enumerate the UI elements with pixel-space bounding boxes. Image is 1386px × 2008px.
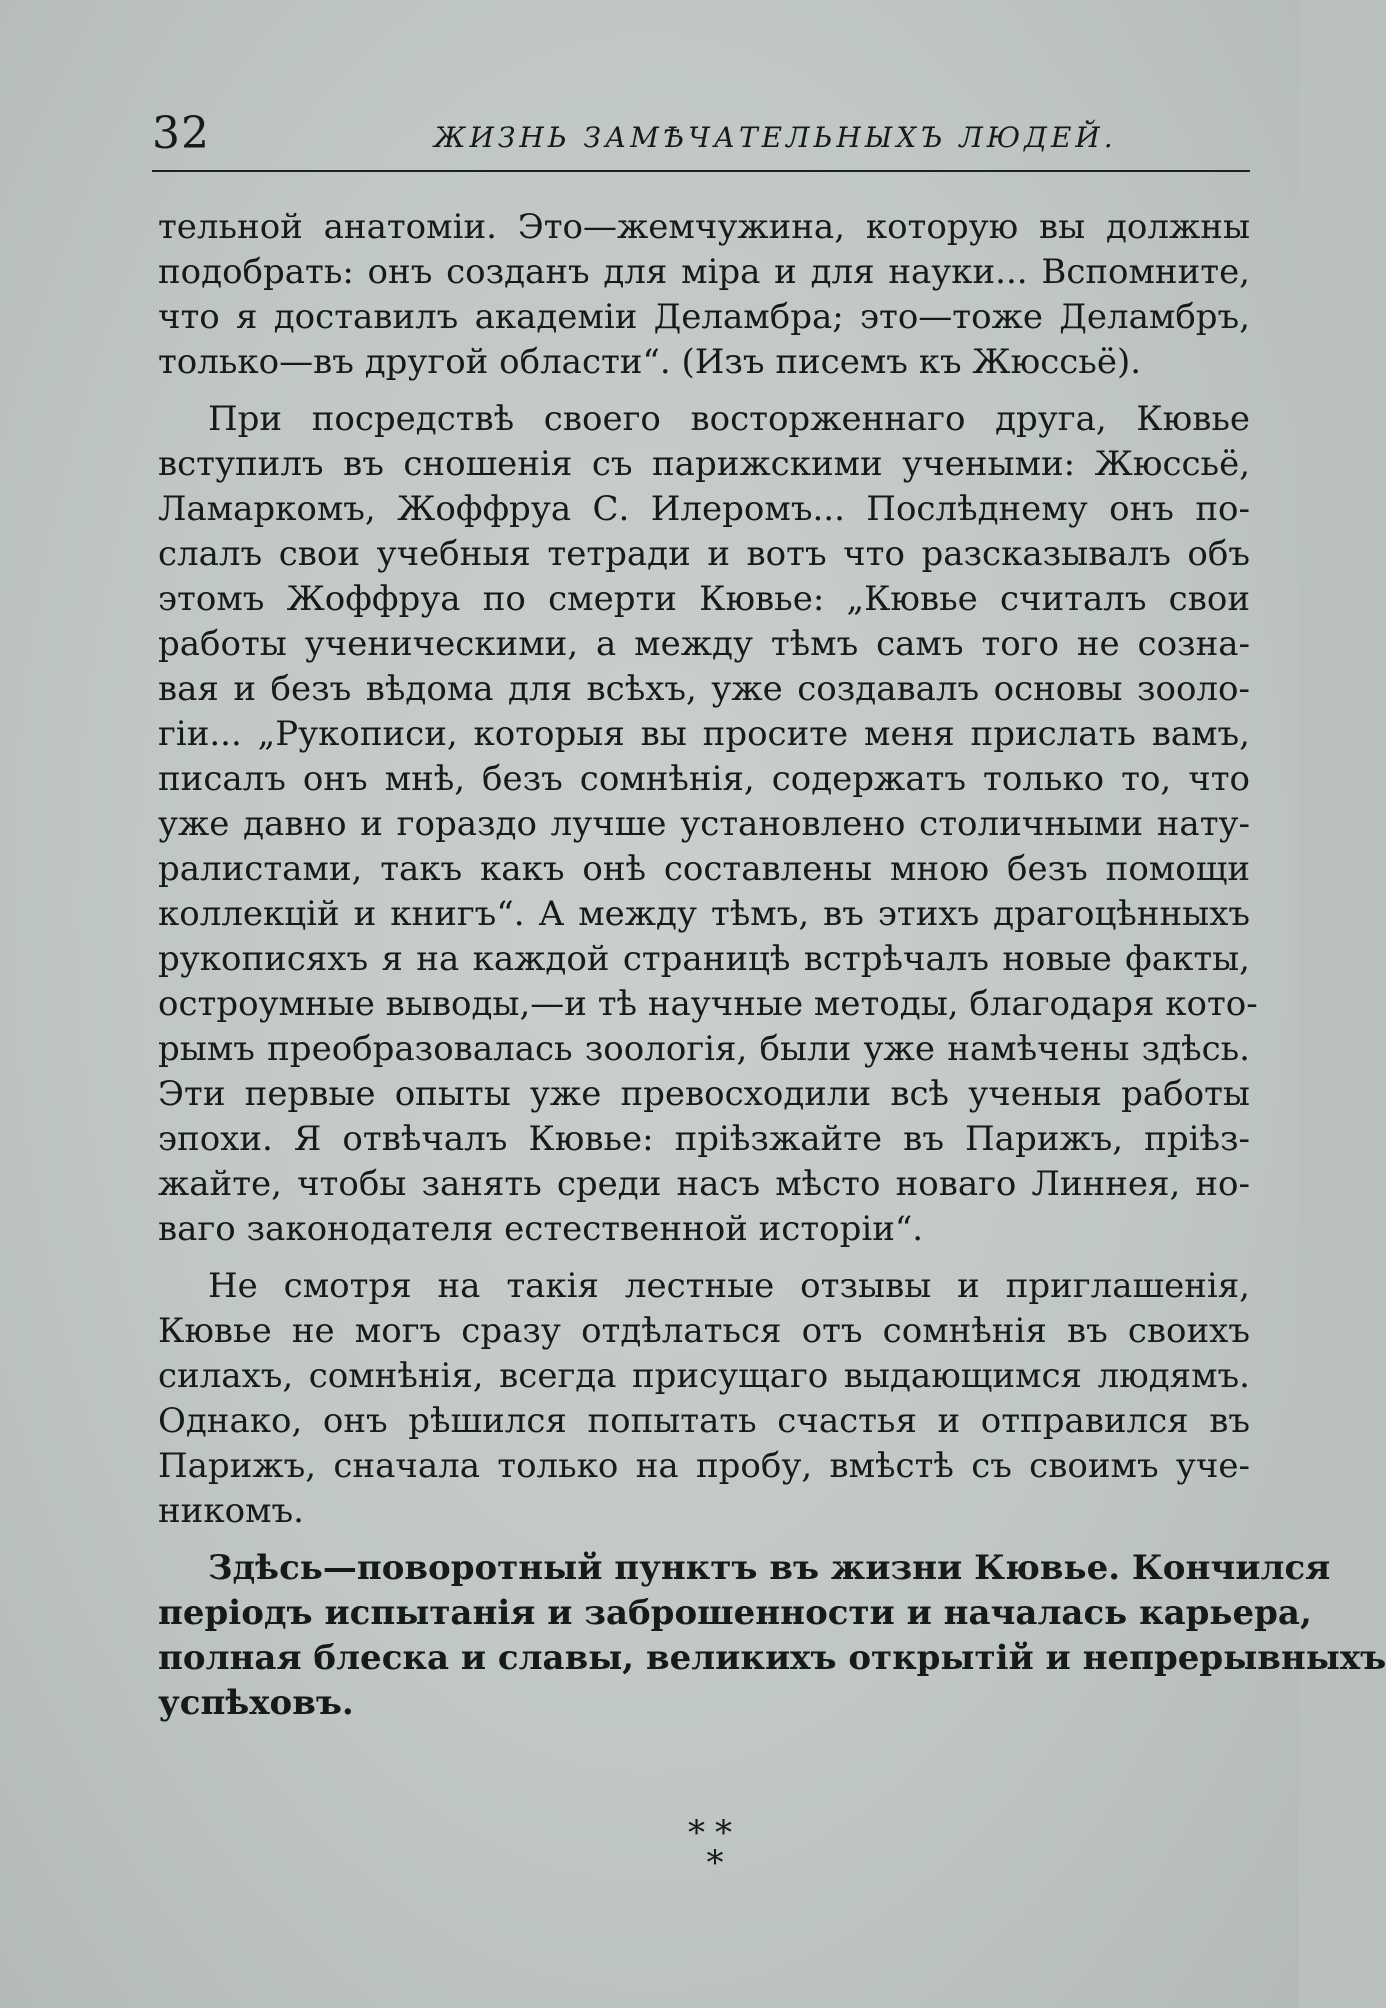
text-line: ралистами, такъ какъ онѣ составлены мною безъ помощи: [158, 849, 1250, 889]
text-line: Парижъ, сначала только на пробу, вмѣстѣ съ своимъ уче-: [158, 1446, 1250, 1486]
page-number: 32: [152, 108, 210, 159]
text-line: работы ученическими, а между тѣмъ самъ того не созна-: [158, 624, 1250, 664]
text-line: тельной анатоміи. Это—жемчужина, которую вы должны: [158, 207, 1250, 247]
running-title: ЖИЗНЬ ЗАМѢЧАТЕЛЬНЫХЪ ЛЮДЕЙ.: [434, 121, 1117, 154]
text-line: этомъ Жоффруа по смерти Кювье: „Кювье считалъ свои: [158, 579, 1250, 619]
paragraph-1: [158, 205, 1250, 385]
paragraph-3: [158, 1264, 1250, 1534]
text-line: что я доставилъ академіи Деламбра; это—тоже Деламбръ,: [158, 297, 1250, 337]
text-line: полная блеска и славы, великихъ открытій и непрерывныхъ: [158, 1638, 1386, 1678]
text-line: писалъ онъ мнѣ, безъ сомнѣнія, содержатъ только то, что: [158, 759, 1250, 799]
text-line: Ламаркомъ, Жоффруа С. Илеромъ... Послѣднему онъ по-: [158, 489, 1250, 529]
text-line: При посредствѣ своего восторженнаго друга, Кювье: [208, 399, 1250, 439]
text-line: остроумные выводы,—и тѣ научные методы, благодаря кото-: [158, 984, 1258, 1024]
asterism-top: **: [688, 1813, 742, 1853]
text-line: эпохи. Я отвѣчалъ Кювье: пріѣзжайте въ Парижъ, пріѣз-: [158, 1119, 1250, 1159]
text-line: силахъ, сомнѣнія, всегда присущаго выдающимся людямъ.: [158, 1356, 1250, 1396]
page-header: [152, 108, 1250, 170]
paragraph-4: [158, 1546, 1386, 1726]
text-line: Не смотря на такія лестные отзывы и приглашенія,: [208, 1266, 1250, 1306]
text-line: вая и безъ вѣдома для всѣхъ, уже создавалъ основы зооло-: [158, 669, 1250, 709]
header-rule: [152, 170, 1250, 172]
text-line: періодъ испытанія и заброшенности и началась карьера,: [158, 1593, 1312, 1633]
text-line: успѣховъ.: [158, 1683, 354, 1723]
body-text: [158, 205, 1386, 1738]
text-line: гіи... „Рукописи, которыя вы просите меня прислать вамъ,: [158, 714, 1250, 754]
text-line: подобрать: онъ созданъ для міра и для науки... Вспомните,: [158, 252, 1250, 292]
text-line: только—въ другой области“. (Изъ писемъ къ Жюссьё).: [158, 342, 1142, 382]
text-line: рымъ преобразовалась зоологія, были уже намѣчены здѣсь.: [158, 1029, 1250, 1069]
text-line: жайте, чтобы занять среди насъ мѣсто новаго Линнея, но-: [158, 1164, 1250, 1204]
paragraph-2: [158, 397, 1258, 1252]
asterism-ornament: [680, 1813, 750, 1883]
text-line: уже давно и гораздо лучше установлено столичными нату-: [158, 804, 1250, 844]
asterism-bottom: *: [706, 1843, 724, 1883]
text-line: коллекцій и книгъ“. А между тѣмъ, въ этихъ драгоцѣнныхъ: [158, 894, 1250, 934]
text-line: Однако, онъ рѣшился попытать счастья и отправился въ: [158, 1401, 1250, 1441]
text-line: вступилъ въ сношенія съ парижскими учеными: Жюссьё,: [158, 444, 1250, 484]
text-line: Здѣсь—поворотный пунктъ въ жизни Кювье. Кончился: [208, 1548, 1331, 1588]
text-line: никомъ.: [158, 1491, 304, 1531]
text-line: слалъ свои учебныя тетради и вотъ что разсказывалъ объ: [158, 534, 1250, 574]
text-line: ваго законодателя естественной исторіи“.: [158, 1209, 924, 1249]
text-line: Эти первые опыты уже превосходили всѣ ученыя работы: [158, 1074, 1250, 1114]
text-line: рукописяхъ я на каждой страницѣ встрѣчалъ новые факты,: [158, 939, 1250, 979]
text-line: Кювье не могъ сразу отдѣлаться отъ сомнѣнія въ своихъ: [158, 1311, 1250, 1351]
